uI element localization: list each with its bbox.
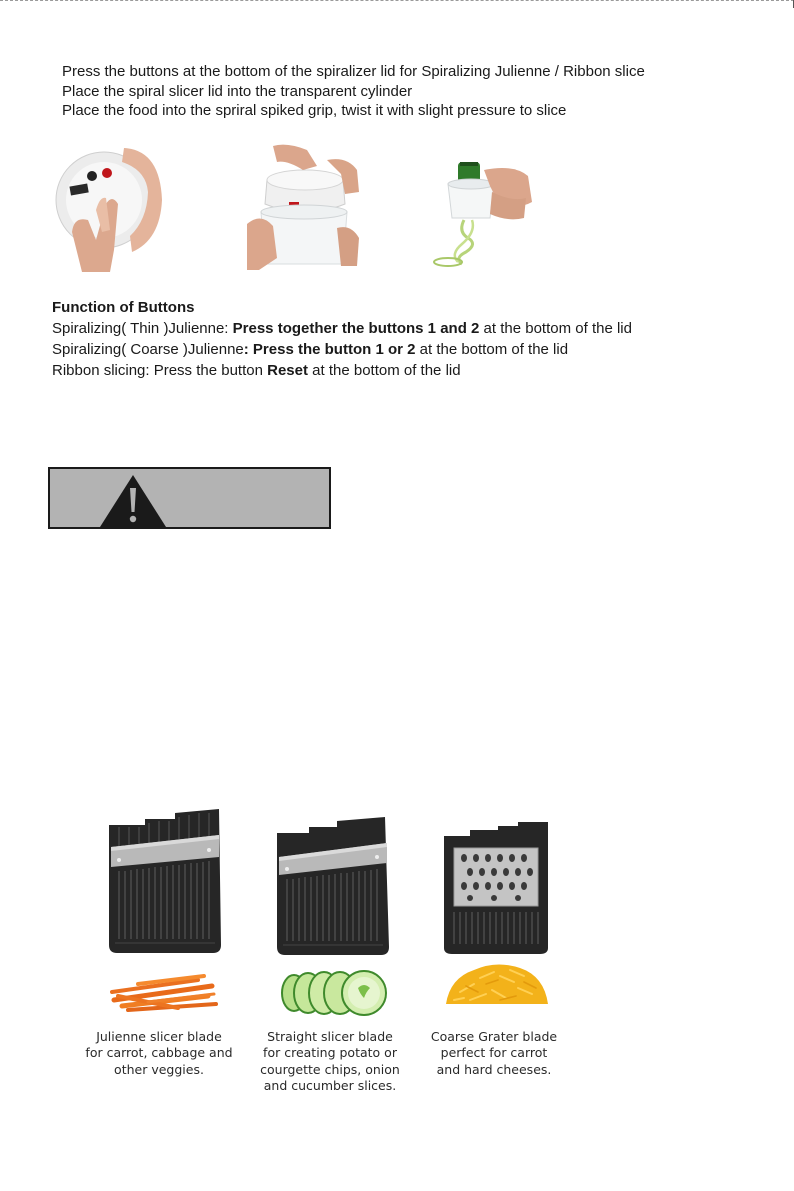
reset-button-name: Reset <box>267 362 308 379</box>
carrot-sticks-icon <box>108 970 220 1012</box>
ribbon-suffix: at the bottom of the lid <box>307 362 461 379</box>
thin-julienne-instruction <box>52 318 632 339</box>
ribbon-instruction <box>52 360 632 381</box>
straight-blade-image <box>273 813 393 957</box>
coarse-julienne-label: Spiralizing( Coarse )Julienne <box>52 341 244 358</box>
hands-pressing-lid-buttons-image <box>52 140 162 272</box>
instruction-line-2: Place the spiral slicer lid into the transparent cylinder <box>62 82 413 100</box>
coarse-julienne-suffix: at the bottom of the lid <box>415 341 569 358</box>
coarse-julienne-instruction <box>52 339 632 360</box>
caption-line: for creating potato or <box>263 1045 397 1061</box>
page-top-cut-line <box>0 0 794 1</box>
thin-julienne-suffix: at the bottom of the lid <box>479 320 632 337</box>
julienne-blade-image <box>105 805 225 955</box>
coarse-grater-caption <box>409 1029 579 1078</box>
julienne-slicer-blade <box>105 805 225 960</box>
caption-line: perfect for carrot <box>440 1045 548 1061</box>
thin-julienne-action: Press together the buttons 1 and 2 <box>232 320 480 337</box>
straight-blade-caption <box>245 1029 415 1094</box>
photo-placing-lid <box>247 140 362 270</box>
caption-line: Julienne slicer blade <box>96 1029 222 1044</box>
grated-cheese-image <box>440 958 552 1013</box>
coarse-julienne-action: : Press the button 1 or 2 <box>243 341 416 358</box>
hands-spiralizing-zucchini-image <box>428 140 533 270</box>
cucumber-slices-image <box>280 968 388 1023</box>
caption-line: and hard cheeses. <box>436 1061 552 1077</box>
spiralizer-instructions <box>62 62 645 121</box>
coarse-grater-blade-image <box>440 820 552 956</box>
photo-pressing-buttons <box>52 140 162 272</box>
warning-triangle-icon <box>98 472 168 528</box>
julienne-blade-caption <box>74 1029 244 1078</box>
hands-placing-lid-into-cylinder-image <box>247 140 362 270</box>
ribbon-label: Ribbon slicing: Press the button <box>52 362 268 379</box>
warning-box <box>48 467 331 529</box>
caption-line: other veggies. <box>114 1061 204 1077</box>
caption-line: and cucumber slices. <box>263 1077 397 1093</box>
coarse-grater-blade <box>440 820 552 961</box>
instruction-line-3: Place the food into the spriral spiked grip, twist it with slight pressure to slice <box>62 102 567 119</box>
function-heading: Function of Buttons <box>52 299 195 316</box>
function-of-buttons <box>52 297 632 381</box>
instruction-line-1: Press the buttons at the bottom of the spiralizer lid for Spiralizing Julienne / Ribbon slice <box>62 63 645 80</box>
caption-line: for carrot, cabbage and <box>85 1045 233 1061</box>
grated-cheese-icon <box>440 958 552 1008</box>
straight-slicer-blade <box>273 813 393 962</box>
caption-line: Straight slicer blade <box>267 1029 393 1044</box>
caption-line: Coarse Grater blade <box>430 1029 558 1044</box>
thin-julienne-label: Spiralizing( Thin )Julienne: <box>52 320 233 337</box>
caption-line: courgette chips, onion <box>260 1061 400 1077</box>
cucumber-slices-icon <box>280 968 388 1018</box>
carrot-julienne-image <box>108 970 220 1017</box>
photo-spiralizing <box>428 140 533 270</box>
